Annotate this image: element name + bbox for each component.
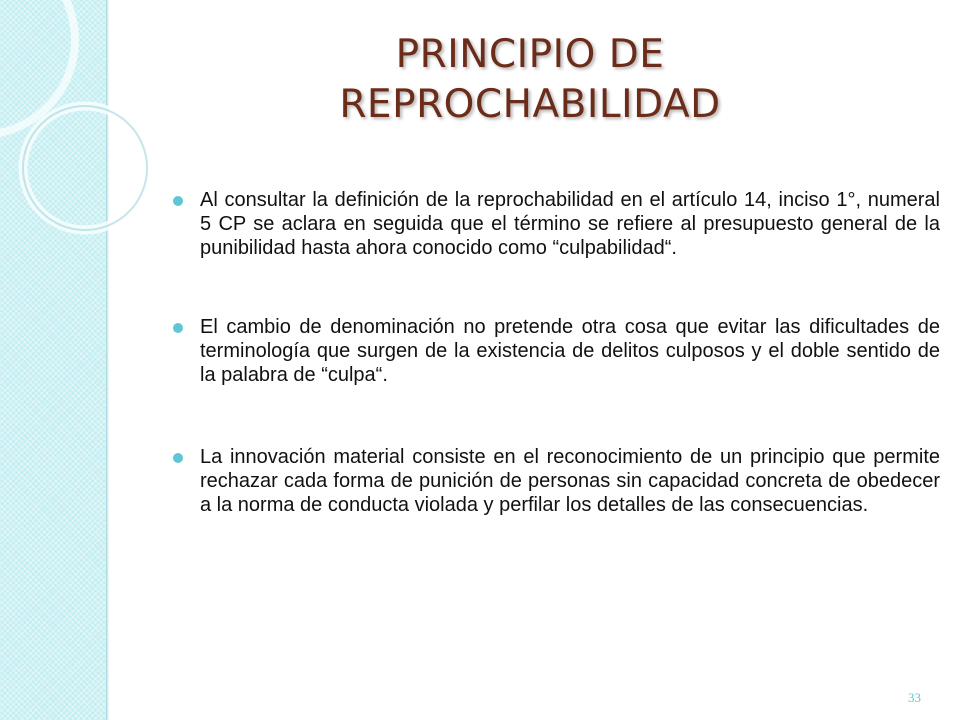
slide-title-line-2: REPROCHABILIDAD bbox=[339, 82, 721, 127]
slide-title bbox=[250, 30, 810, 130]
decorative-rings bbox=[0, 0, 160, 260]
bullet-list bbox=[160, 188, 940, 572]
bullet-text: El cambio de denominación no pretende otra cosa que evitar las dificultades de terminología que surgen de la existencia de delitos culposos y el doble sentido de la palabra de “culpa“. bbox=[200, 316, 940, 386]
bullet-text: Al consultar la definición de la reprochabilidad en el artículo 14, inciso 1°, numeral 5 CP se aclara en seguida que el término se refiere al presupuesto general de la punibilidad hasta ahora conocido como “culpabilidad“. bbox=[200, 189, 940, 259]
bullet-item bbox=[160, 188, 940, 260]
bullet-dot-icon bbox=[173, 323, 183, 333]
decorative-ring-middle-outline bbox=[23, 106, 147, 230]
bullet-dot-icon bbox=[173, 196, 183, 206]
decorative-ring-top bbox=[0, 0, 75, 135]
slide-title-line-1: PRINCIPIO DE bbox=[395, 32, 665, 77]
bullet-text: La innovación material consiste en el reconocimiento de un principio que permite rechazar cada forma de punición de personas sin capacidad concreta de obedecer a la norma de conducta violada y perfilar los detalles de las consecuencias. bbox=[200, 446, 940, 516]
bullet-item bbox=[160, 445, 940, 517]
page-number: 33 bbox=[908, 690, 921, 705]
bullet-item bbox=[160, 315, 940, 387]
bullet-dot-icon bbox=[173, 453, 183, 463]
